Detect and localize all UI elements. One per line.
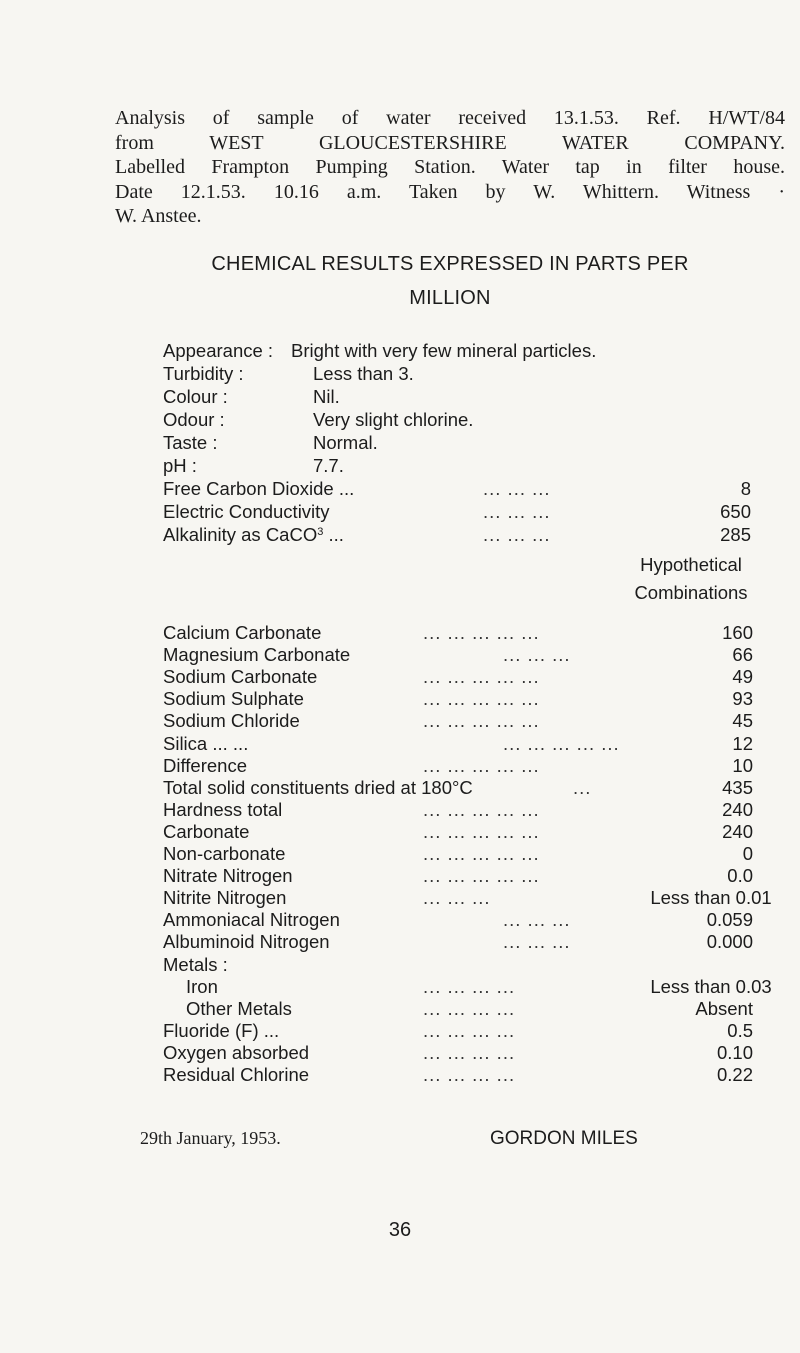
combination-label: Carbonate <box>163 820 250 842</box>
combination-row <box>163 931 800 955</box>
combination-row <box>163 755 800 779</box>
combination-value: 45 <box>732 710 753 732</box>
leader-dots: ... ... ... ... ... <box>423 688 540 710</box>
property-value: 7.7. <box>313 455 344 476</box>
combination-value: 49 <box>732 666 753 688</box>
intro-line: Analysis of sample of water received 13.1.53. Ref. H/WT/84 <box>115 107 785 129</box>
combination-label: Albuminoid Nitrogen <box>163 931 330 953</box>
leader-dots: ... ... ... ... ... <box>423 843 540 864</box>
combination-value: 0.22 <box>716 1064 753 1085</box>
intro-line: from WEST GLOUCESTERSHIRE WATER COMPANY. <box>115 131 785 154</box>
combination-label: Sodium Chloride <box>163 710 300 732</box>
leader-dots: ... ... ... ... ... <box>503 732 620 754</box>
combination-label: Difference <box>163 754 247 776</box>
combination-label: Other Metals <box>186 997 292 1019</box>
measure-value: 8 <box>740 478 751 499</box>
combination-row <box>163 865 800 889</box>
results-heading: CHEMICAL RESULTS EXPRESSED IN PARTS PER <box>211 253 689 275</box>
combination-row <box>163 622 800 646</box>
measure-row <box>163 524 800 548</box>
intro-paragraph <box>115 106 785 229</box>
combination-label: Silica ... ... <box>163 732 249 754</box>
footer-signature: GORDON MILES <box>490 1128 638 1149</box>
property-row <box>163 340 800 364</box>
measure-label: Electric Conductivity <box>163 501 330 522</box>
combination-row <box>163 887 800 911</box>
leader-dots: ... ... ... ... <box>423 1041 516 1063</box>
combination-row <box>163 998 800 1022</box>
combination-value: 240 <box>722 820 753 842</box>
combination-label: Iron <box>186 975 218 997</box>
measure-label-suffix: ... <box>323 524 344 545</box>
combination-label: Sodium Sulphate <box>163 688 304 710</box>
combination-row <box>163 1020 800 1044</box>
combination-value: 0 <box>742 843 753 864</box>
metals-heading <box>163 954 800 978</box>
combination-row <box>163 1042 800 1066</box>
combination-label: Nitrate Nitrogen <box>163 865 293 887</box>
leader-dots: ... ... ... ... ... <box>423 666 540 688</box>
combination-label: Fluoride (F) ... <box>163 1019 280 1041</box>
combination-value: 0.000 <box>706 931 753 953</box>
property-label: Appearance : <box>163 340 274 361</box>
leader-dots: ... ... ... ... ... <box>423 798 540 820</box>
column-heading: Hypothetical <box>640 554 742 575</box>
property-value: Bright with very few mineral particles. <box>291 340 597 361</box>
measure-value: 285 <box>720 524 751 545</box>
leader-dots: ... ... ... <box>503 931 571 953</box>
leader-dots: ... <box>573 776 592 798</box>
combination-label: Non-carbonate <box>163 843 286 864</box>
results-heading-continued: MILLION <box>409 287 491 309</box>
leader-dots: ... ... ... ... ... <box>423 754 540 776</box>
combination-value: 0.0 <box>727 865 753 887</box>
intro-line: Labelled Frampton Pumping Station. Water tap in filter house. <box>115 156 785 178</box>
combination-row <box>163 843 800 867</box>
combination-value: 0.5 <box>727 1019 753 1041</box>
leader-dots: ... ... ... ... ... <box>423 622 540 643</box>
property-label: pH : <box>163 455 197 476</box>
combination-label: Oxygen absorbed <box>163 1041 310 1063</box>
combination-label: Magnesium Carbonate <box>163 644 351 666</box>
measure-row <box>163 478 800 502</box>
combination-row <box>163 1064 800 1088</box>
combination-value: Less than 0.01 <box>650 887 772 909</box>
leader-dots: ... ... ... <box>423 887 491 909</box>
combination-row <box>163 821 800 845</box>
combination-value: Absent <box>695 997 753 1019</box>
property-value: Normal. <box>313 432 378 453</box>
leader-dots: ... ... ... ... ... <box>423 865 540 887</box>
measure-label-text: Alkalinity as CaCO <box>163 524 318 545</box>
measure-label: Free Carbon Dioxide ... <box>163 478 355 499</box>
combination-value: 0.10 <box>716 1041 753 1063</box>
property-label: Colour : <box>163 386 228 407</box>
combination-row <box>163 777 800 801</box>
combination-row <box>163 688 800 712</box>
combination-row <box>163 710 800 734</box>
combination-label: Hardness total <box>163 798 283 820</box>
property-label: Odour : <box>163 409 225 430</box>
combination-value: Less than 0.03 <box>650 975 772 997</box>
metals-heading-label: Metals : <box>163 953 228 975</box>
property-value: Less than 3. <box>313 363 414 384</box>
column-heading: Combinations <box>634 582 748 603</box>
leader-dots: ... ... ... <box>483 501 551 522</box>
combination-label: Total solid constituents dried at 180°C <box>163 776 473 798</box>
combination-value: 0.059 <box>706 909 753 931</box>
combination-row <box>163 909 800 933</box>
leader-dots: ... ... ... <box>503 644 571 666</box>
measure-row <box>163 501 800 525</box>
leader-dots: ... ... ... <box>503 909 571 931</box>
combination-value: 66 <box>732 644 753 666</box>
property-label: Turbidity : <box>163 363 244 384</box>
leader-dots: ... ... ... ... <box>423 975 516 997</box>
measure-label <box>163 524 344 546</box>
property-label: Taste : <box>163 432 218 453</box>
measure-value: 650 <box>720 501 751 522</box>
combination-label: Calcium Carbonate <box>163 622 322 643</box>
combination-row <box>163 976 800 1000</box>
property-row <box>163 455 800 479</box>
combination-row <box>163 799 800 823</box>
combination-row <box>163 733 800 757</box>
leader-dots: ... ... ... ... <box>423 997 516 1019</box>
leader-dots: ... ... ... ... <box>423 1064 516 1085</box>
intro-line: W. Anstee. <box>115 205 202 227</box>
combination-label: Ammoniacal Nitrogen <box>163 909 340 931</box>
combination-value: 160 <box>722 622 753 643</box>
leader-dots: ... ... ... ... ... <box>423 820 540 842</box>
property-value: Nil. <box>313 386 340 407</box>
combination-label: Residual Chlorine <box>163 1064 310 1085</box>
property-row <box>163 432 800 456</box>
combination-row <box>163 644 800 668</box>
combination-value: 10 <box>732 754 753 776</box>
leader-dots: ... ... ... ... ... <box>423 710 540 732</box>
property-row <box>163 409 800 433</box>
property-row <box>163 363 800 387</box>
combination-label: Nitrite Nitrogen <box>163 887 287 909</box>
combination-value: 93 <box>732 688 753 710</box>
page-number: 36 <box>388 1219 412 1241</box>
property-value: Very slight chlorine. <box>313 409 474 430</box>
combination-label: Sodium Carbonate <box>163 666 318 688</box>
leader-dots: ... ... ... <box>483 524 551 545</box>
property-row <box>163 386 800 410</box>
combination-value: 240 <box>722 798 753 820</box>
measure-label-superscript: 3 <box>317 526 324 538</box>
intro-line: Date 12.1.53. 10.16 a.m. Taken by W. Whittern. Witness · <box>115 180 785 203</box>
combination-value: 435 <box>722 776 753 798</box>
leader-dots: ... ... ... ... <box>423 1019 516 1041</box>
combination-row <box>163 666 800 690</box>
combination-value: 12 <box>732 732 753 754</box>
footer-date: 29th January, 1953. <box>140 1128 281 1148</box>
leader-dots: ... ... ... <box>483 478 551 499</box>
